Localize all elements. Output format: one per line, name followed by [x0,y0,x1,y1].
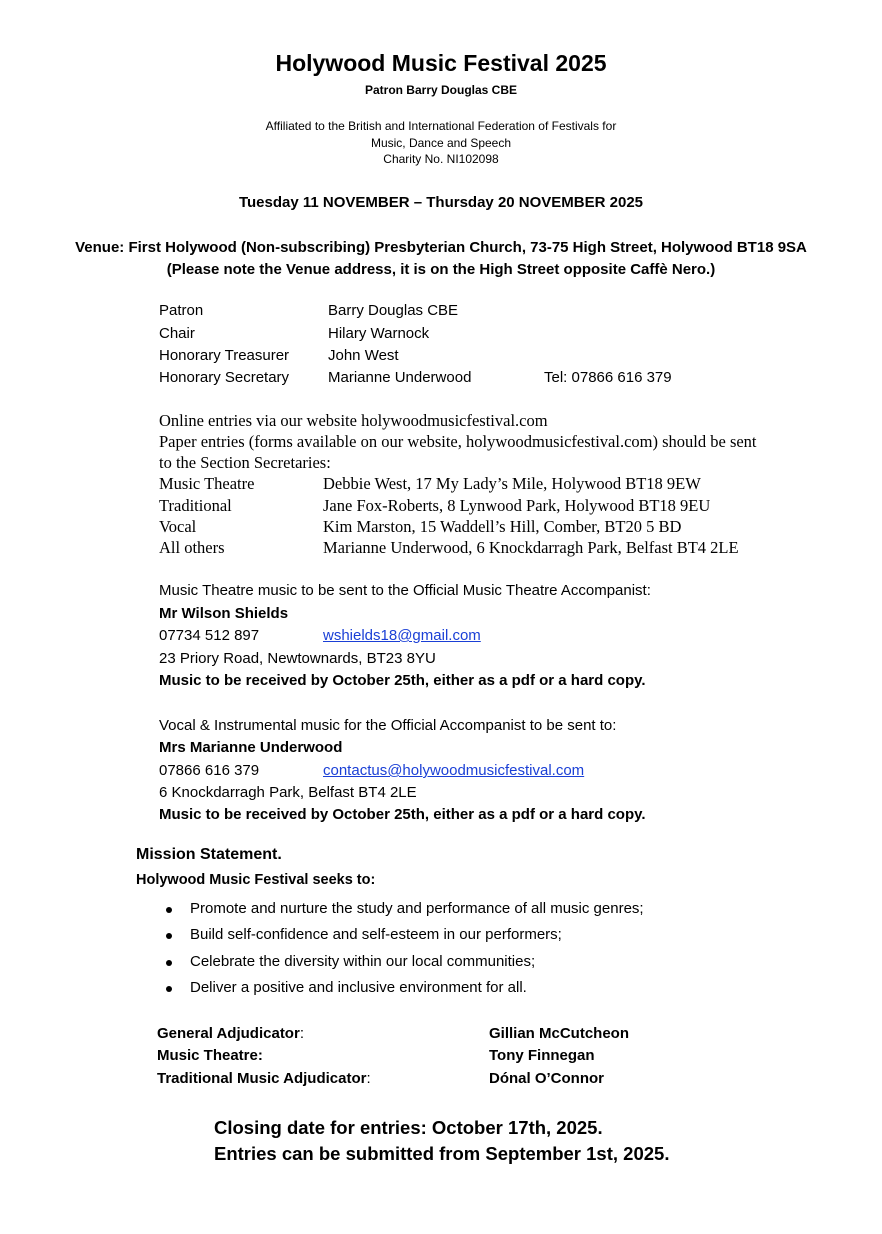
mt-music-deadline: Music to be received by October 25th, either as a pdf or a hard copy. [159,672,646,689]
officer-name: John West [328,347,399,364]
paper-entries-line-1: Paper entries (forms available on our website, holywoodmusicfestival.com) should be sent [159,432,757,451]
accompanist-address: 6 Knockdarragh Park, Belfast BT4 2LE [159,784,417,801]
mt-accompanist-address: 23 Priory Road, Newtownards, BT23 8YU [159,650,436,667]
secretary-telephone: Tel: 07866 616 379 [544,369,672,386]
paper-entries-line-2: to the Section Secretaries: [159,453,331,472]
section-name: Traditional [159,496,232,515]
affiliation-line-2: Music, Dance and Speech [370,136,512,150]
section-contact: Jane Fox-Roberts, 8 Lynwood Park, Holywood BT18 9EU [323,496,711,515]
adjudicator-role-label: Music Theatre: [157,1047,263,1064]
section-contact: Debbie West, 17 My Lady’s Mile, Holywood BT18 9EW [323,474,701,493]
mission-heading: Mission Statement. [136,846,282,863]
page-title: Holywood Music Festival 2025 [275,50,607,76]
mt-accompanist-intro: Music Theatre music to be sent to the Official Music Theatre Accompanist: [159,582,651,599]
accompanist-music-deadline: Music to be received by October 25th, either as a pdf or a hard copy. [159,806,646,823]
entries-open-date: Entries can be submitted from September 1st, 2025. [214,1143,670,1164]
adjudicator-role [157,1047,263,1064]
adjudicator-name: Tony Finnegan [489,1047,595,1064]
officer-name: Hilary Warnock [328,325,430,342]
adjudicator-role-label: Traditional Music Adjudicator [157,1070,367,1087]
venue-note: (Please note the Venue address, it is on the High Street opposite Caffè Nero.) [166,261,716,278]
accompanist-name: Mrs Marianne Underwood [159,739,343,756]
officer-name: Marianne Underwood [328,369,472,386]
closing-date: Closing date for entries: October 17th, 2025. [214,1117,603,1138]
mission-item: Build self-confidence and self-esteem in our performers; [190,926,562,943]
bullet-icon [166,960,172,966]
officer-role: Patron [159,302,204,319]
mt-accompanist-phone: 07734 512 897 [159,627,260,644]
bullet-icon [166,933,172,939]
officer-role: Honorary Treasurer [159,347,290,364]
section-contact: Marianne Underwood, 6 Knockdarragh Park, Belfast BT4 2LE [323,538,739,557]
adjudicator-role [157,1070,371,1087]
adjudicator-role-label: General Adjudicator [157,1025,300,1042]
officer-name: Barry Douglas CBE [328,302,459,319]
mission-item: Celebrate the diversity within our local communities; [190,953,536,970]
adjudicator-name: Gillian McCutcheon [489,1025,630,1042]
section-name: Music Theatre [159,474,255,493]
adjudicator-role-colon: : [366,1070,371,1087]
section-name: All others [159,538,225,557]
festival-dates: Tuesday 11 NOVEMBER – Thursday 20 NOVEMBER 2025 [238,194,644,211]
accompanist-phone: 07866 616 379 [159,762,260,779]
affiliation-line-1: Affiliated to the British and International Federation of Festivals for [265,119,617,133]
section-name: Vocal [159,517,197,536]
patron-line: Patron Barry Douglas CBE [364,83,518,97]
accompanist-intro: Vocal & Instrumental music for the Official Accompanist to be sent to: [159,717,617,734]
online-entries: Online entries via our website holywoodmusicfestival.com [159,411,548,430]
adjudicator-role-colon: : [299,1025,304,1042]
mission-item: Promote and nurture the study and performance of all music genres; [190,900,644,917]
officer-role: Chair [159,325,195,342]
mt-accompanist-email-link[interactable]: wshields18@gmail.com [323,627,481,644]
charity-number: Charity No. NI102098 [383,152,499,166]
venue: Venue: First Holywood (Non-subscribing) Presbyterian Church, 73-75 High Street, Holywood BT18 9SA [75,239,807,256]
bullet-icon [166,986,172,992]
mission-item: Deliver a positive and inclusive environment for all. [190,979,527,996]
bullet-icon [166,907,172,913]
section-contact: Kim Marston, 15 Waddell’s Hill, Comber, BT20 5 BD [323,517,682,536]
adjudicator-name: Dónal O’Connor [489,1070,604,1087]
officer-role: Honorary Secretary [159,369,290,386]
mt-accompanist-name: Mr Wilson Shields [159,605,289,622]
adjudicator-role [157,1025,304,1042]
mission-subheading: Holywood Music Festival seeks to: [136,872,376,888]
accompanist-email-link[interactable]: contactus@holywoodmusicfestival.com [323,762,585,779]
